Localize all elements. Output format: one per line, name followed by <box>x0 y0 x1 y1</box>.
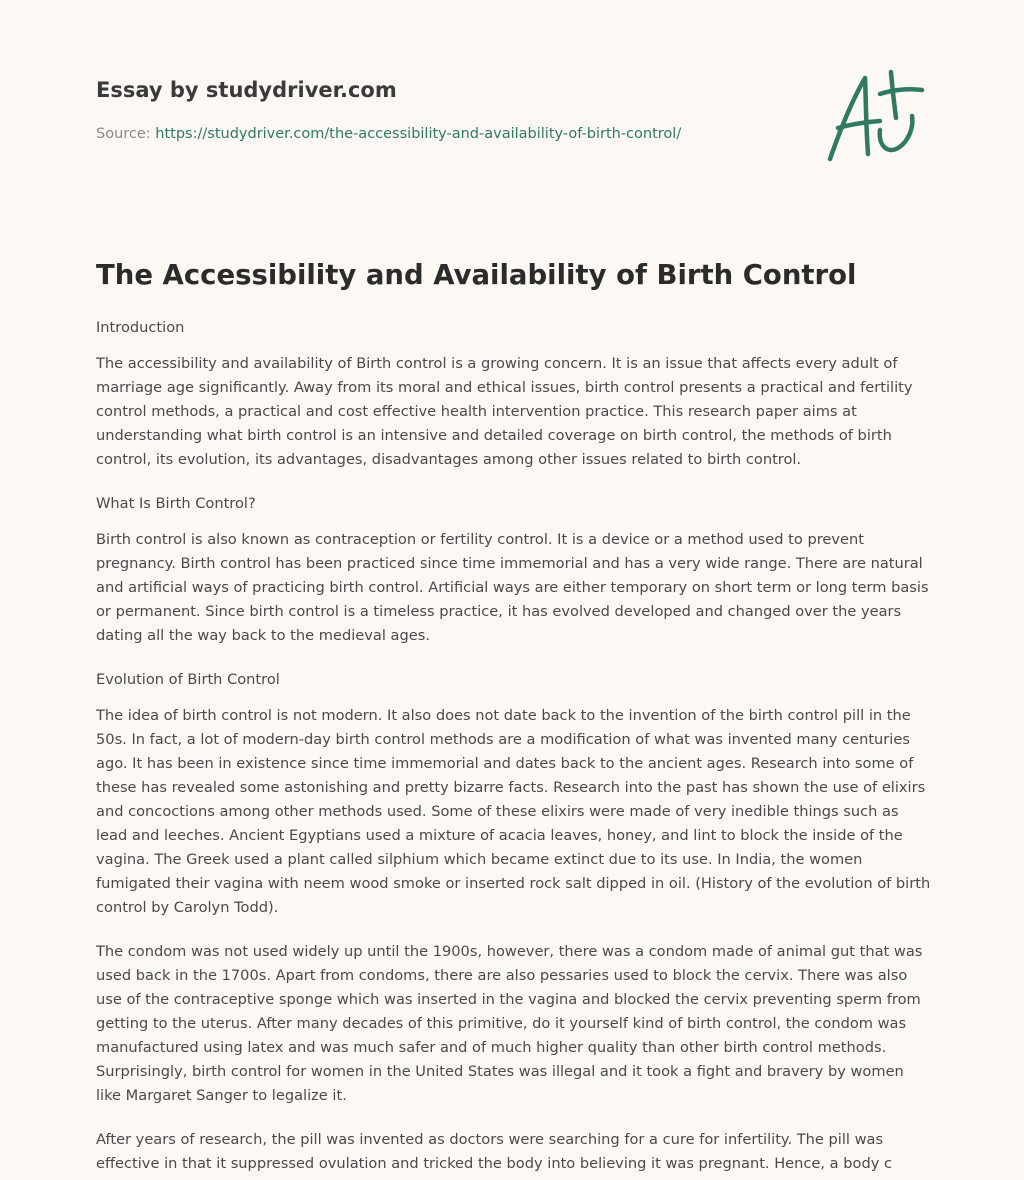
source-label: Source: <box>96 126 151 142</box>
paragraph: After years of research, the pill was invented as doctors were searching for a cure for infertility. The pill was effective in that it suppressed ovulation and tricked the body into believing it was pregnant. Hence, a body c <box>96 1131 893 1172</box>
essay-title: The Accessibility and Availability of Birth Control <box>96 259 857 291</box>
section-heading-introduction: Introduction <box>96 319 185 336</box>
paragraph: The condom was not used widely up until the 1900s, however, there was a condom made of animal gut that was used back in the 1700s. Apart from condoms, there are also pessaries used to block the cervix. There was also use of the contraceptive sponge which was inserted in the vagina and blocked the cervix preventing sperm from getting to the uterus. After many decades of this primitive, do it yourself kind of birth control, the condom was manufactured using latex and was much safer and of much higher quality than other birth control methods. Surprisingly, birth control for women in the United States was illegal and it took a fight and bravery by women like Margaret Sanger to legalize it. <box>96 943 923 1104</box>
brand-title: Essay by studydriver.com <box>96 78 397 102</box>
section-heading-what-is-birth-control: What Is Birth Control? <box>96 495 256 512</box>
article-content <box>96 254 932 1176</box>
page-header <box>96 76 796 144</box>
section-heading-evolution: Evolution of Birth Control <box>96 671 280 688</box>
source-line <box>96 124 796 144</box>
paragraph: Birth control is also known as contraception or fertility control. It is a device or a method used to prevent pregnancy. Birth control has been practiced since time immemorial and has a very wide range. There are natural and artificial ways of practicing birth control. Artificial ways are either temporary on short term or long term basis or permanent. Since birth control is a timeless practice, it has evolved developed and changed over the years dating all the way back to the medieval ages. <box>96 531 929 644</box>
a-plus-logo-icon <box>822 66 928 166</box>
paragraph: The accessibility and availability of Birth control is a growing concern. It is an issue that affects every adult of marriage age significantly. Away from its moral and ethical issues, birth control presents a practical and fertility control methods, a practical and cost effective health intervention practice. This research paper aims at understanding what birth control is an intensive and detailed coverage on birth control, the methods of birth control, its evolution, its advantages, disadvantages among other issues related to birth control. <box>96 355 913 468</box>
paragraph: The idea of birth control is not modern. It also does not date back to the invention of the birth control pill in the 50s. In fact, a lot of modern-day birth control methods are a modification of what was invented many centuries ago. It has been in existence since time immemorial and dates back to the ancient ages. Research into some of these has revealed some astonishing and pretty bizarre facts. Research into the past has shown the use of elixirs and concoctions among other methods used. Some of these elixirs were made of very inedible things such as lead and leeches. Ancient Egyptians used a mixture of acacia leaves, honey, and lint to block the inside of the vagina. The Greek used a plant called silphium which became extinct due to its use. In India, the women fumigated their vagina with neem wood smoke or inserted rock salt dipped in oil. (History of the evolution of birth control by Carolyn Todd). <box>96 707 931 916</box>
source-link[interactable]: https://studydriver.com/the-accessibility-and-availability-of-birth-control/ <box>155 126 682 142</box>
